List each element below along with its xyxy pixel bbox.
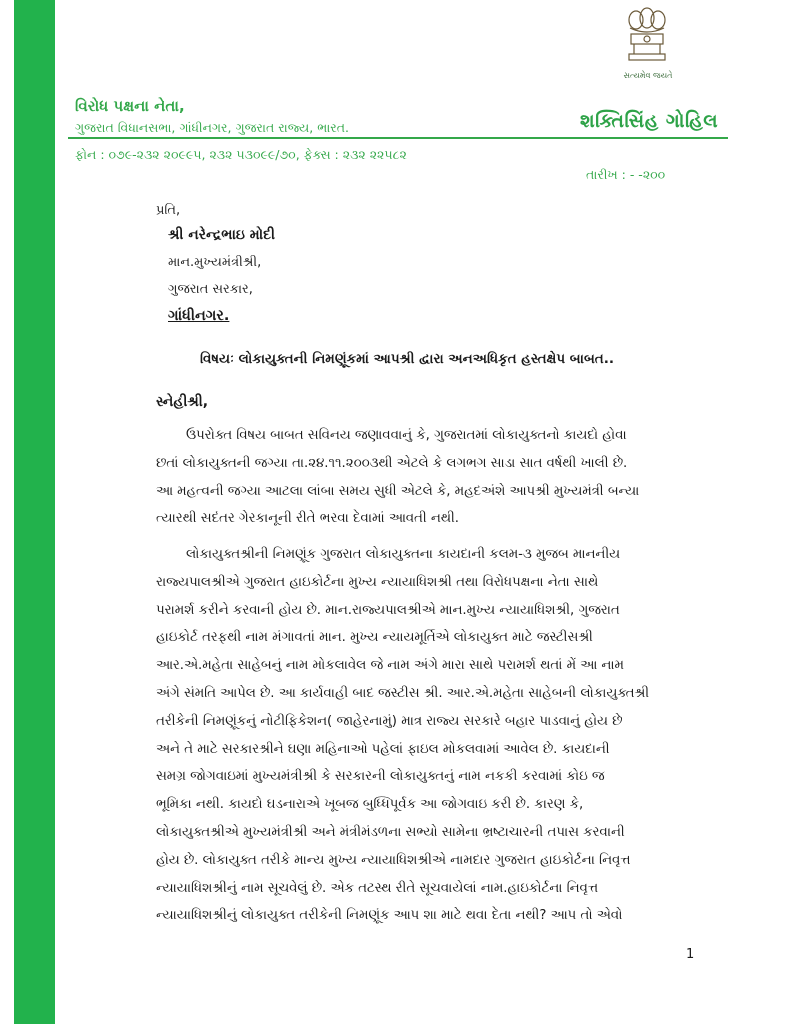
paragraph-line: છતાં લોકાયુક્તની જગ્યા તા.૨૪.૧૧.૨૦૦૩થી એટલે કે લગભગ સાડા સાત વર્ષથી ખાલી છે.	[156, 455, 628, 471]
address-to: પ્રતિ,	[156, 203, 181, 218]
paragraph-line: ત્યારથી સદંતર ગેરકાનૂની રીતે ભરવા દેવામાં આવતી નથી.	[156, 511, 460, 527]
paragraph-line: પરામર્શ કરીને કરવાની હોય છે. માન.રાજ્યપાલશ્રીએ માન.મુખ્ય ન્યાયાધિશશ્રી, ગુજરાત	[156, 602, 620, 618]
paragraph-line: અને તે માટે સરકારશ્રીને ઘણા મહિનાઓ પહેલાં ફાઇલ મોકલવામાં આવેલ છે. કાયદાની	[156, 741, 610, 757]
national-emblem-icon	[622, 6, 672, 70]
letterhead-divider	[68, 137, 728, 139]
letter-date: તારીખ : - -૨૦૦	[586, 167, 666, 182]
paragraph-line: અંગે સંમતિ આપેલ છે. આ કાર્યવાહી બાદ જસ્ટીસ શ્રી. આર.એ.મહેતા સાહેબની લોકાયુક્તશ્રી	[156, 685, 650, 701]
paragraph-line: ભૂમિકા નથી. કાયદો ઘડનારાએ ખૂબજ બુધ્ધિપૂર્વક આ જોગવાઇ કરી છે. કારણ કે,	[156, 797, 584, 813]
paragraph-line: લોકાયુક્તશ્રીએ મુખ્યમંત્રીશ્રી અને મંત્રીમંડળના સભ્યો સામેના ભ્રષ્ટાચારની તપાસ કરવાની	[156, 824, 625, 840]
emblem-motto: સત્યમેવ જયતે	[623, 71, 673, 80]
letterhead-phone: ફોન : ૦૭૯-૨૩૨ ૨૦૯૯૫, ૨૩૨ ૫૩૦૯૯/૭૦, ફેક્સ : ૨૩૨ ૨૨૫૮૨	[75, 147, 407, 162]
paragraph-line: ઉપરોક્ત વિષય બાબત સવિનય જણાવવાનું કે, ગુજરાતમાં લોકાયુક્તનો કાયદો હોવા	[186, 428, 627, 443]
paragraph-line: ન્યાયાધિશશ્રીનું લોકાયુક્ત તરીકેની નિમણૂંક આપ શા માટે થવા દેતા નથી? આપ તો એવો	[156, 908, 623, 924]
letterhead-title: વિરોધ પક્ષના નેતા,	[75, 97, 185, 115]
paragraph-line: લોકાયુક્તશ્રીની નિમણૂંક ગુજરાત લોકાયુક્તના કાયદાની કલમ-૩ મુજબ માનનીય	[186, 547, 621, 562]
paragraph-line: રાજ્યપાલશ્રીએ ગુજરાત હાઇકોર્ટના મુખ્ય ન્યાયાધિશશ્રી તથા વિરોધપક્ષના નેતા સાથે	[156, 574, 599, 590]
paragraph-1	[156, 422, 711, 533]
page-number: 1	[686, 947, 695, 962]
letterhead-organisation: ગુજરાત વિધાનસભા, ગાંધીનગર, ગુજરાત રાજ્ય, ભારત.	[75, 120, 349, 135]
letterhead-name: શક્તિસિંહ ગોહિલ	[580, 110, 719, 132]
letter-subject: વિષયઃ લોકાયુક્તની નિમણૂંકમાં આપશ્રી દ્વારા અનઅધિકૃત હસ્તક્ષેપ બાબત..	[200, 351, 615, 367]
address-post: માન.મુખ્યમંત્રીશ્રી,	[168, 255, 262, 270]
paragraph-line: સમગ્ર જોગવાઇમાં મુખ્યમંત્રીશ્રી કે સરકારની લોકાયુક્તનું નામ નકકી કરવામાં કોઇ જ	[156, 769, 605, 785]
paragraph-line: તરીકેની નિમણૂંકનું નોટીફિકેશન( જાહેરનામું) માત્ર રાજ્ય સરકારે બહાર પાડવાનું હોય છે	[156, 713, 623, 729]
paragraph-2	[156, 541, 711, 930]
paragraph-line: હોય છે. લોકાયુક્ત તરીકે માન્ય મુખ્ય ન્યાયાધિશશ્રીએ નામદાર ગુજરાત હાઇકોર્ટના નિવૃત્ત	[156, 852, 631, 868]
paragraph-line: હાઇકોર્ટ તરફથી નામ મંગાવતાં માન. મુખ્ય ન્યાયમૂર્તિએ લોકાયુક્ત માટે જસ્ટીસશ્રી	[156, 630, 593, 646]
address-government: ગુજરાત સરકાર,	[168, 282, 253, 297]
paragraph-line: ન્યાયાધિશશ્રીનું નામ સૂચવેલું છે. એક તટસ્થ રીતે સૂચવાયેલાં નામ.હાઇકોર્ટના નિવૃત્ત	[156, 880, 598, 896]
salutation: સ્નેહીશ્રી,	[156, 394, 209, 410]
paragraph-line: આર.એ.મહેતા સાહેબનું નામ મોકલાવેલ જે નામ અંગે મારા સાથે પરામર્શ થતાં મેં આ નામ	[156, 658, 624, 674]
address-city: ગાંધીનગર.	[168, 308, 230, 324]
address-name: શ્રી નરેન્દ્રભાઇ મોદી	[168, 227, 275, 243]
left-green-border	[14, 0, 55, 1024]
paragraph-line: આ મહત્વની જગ્યા આટલા લાંબા સમય સુધી એટલે કે, મહદઅંશે આપશ્રી મુખ્યમંત્રી બન્યા	[156, 483, 640, 499]
